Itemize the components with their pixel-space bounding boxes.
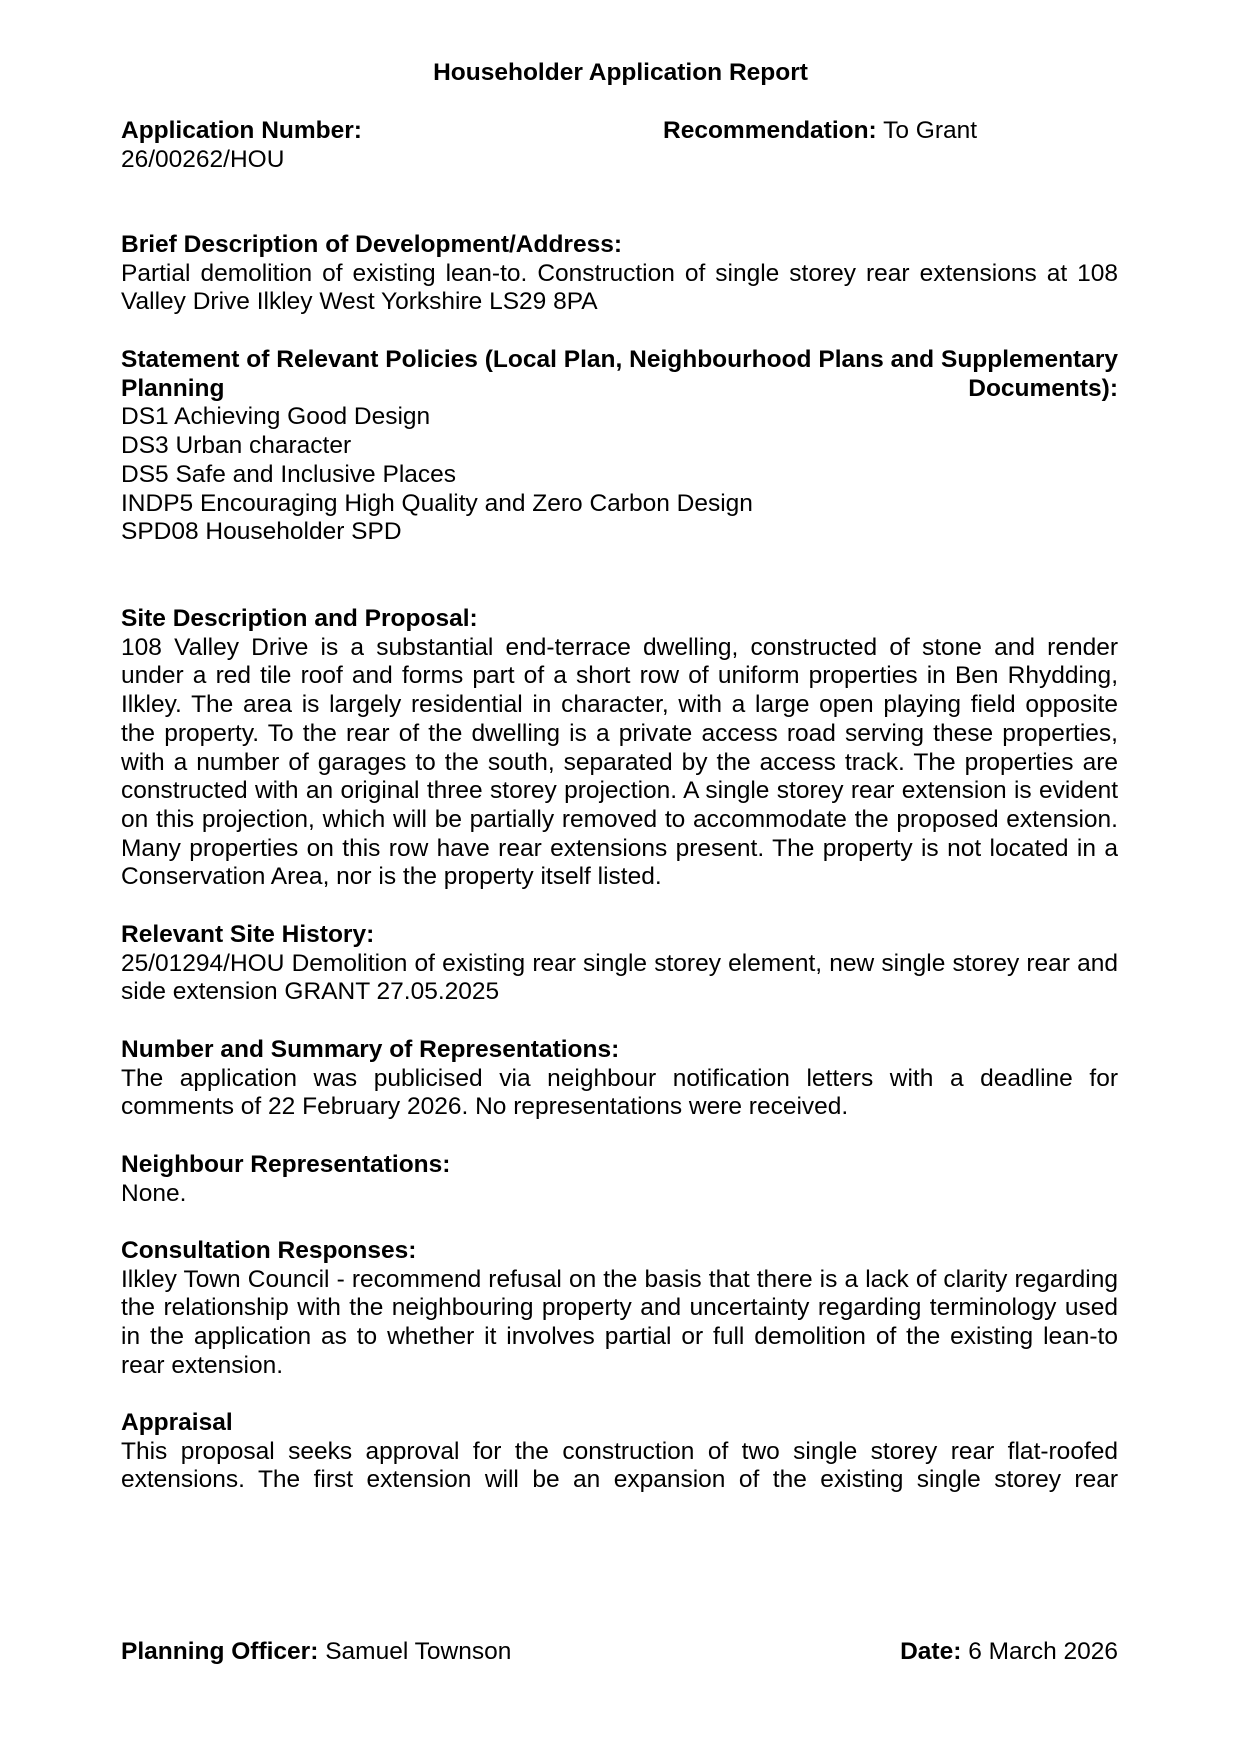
application-number-label: Application Number: (121, 117, 362, 144)
section-text: 108 Valley Drive is a substantial end-terrace dwelling, constructed of stone and render under a red tile roof and forms part of a short row of uniform properties in Ben Rhydding, Ilkley. The area is largely residential in character, with a large open playing field opposite the property. To the rear of the dwelling is a private access road serving these properties, with a number of garages to the south, separated by the access track. The properties are constructed with an original three storey projection. A single storey rear extension is evident on this projection, which will be partially removed to accommodate the proposed extension. Many properties on this row have rear extensions present. The property is not located in a Conservation Area, nor is the property itself listed. (121, 633, 1118, 891)
section-site-description (121, 605, 1118, 892)
officer-label: Planning Officer: (121, 1638, 319, 1665)
section-heading: Relevant Site History: (121, 921, 375, 948)
footer (121, 1638, 1118, 1667)
recommendation-label: Recommendation: (663, 117, 877, 144)
policy-item: DS1 Achieving Good Design (121, 403, 431, 431)
policy-item: DS5 Safe and Inclusive Places (121, 460, 457, 488)
section-text: 25/01294/HOU Demolition of existing rear single storey element, new single storey rear and side extension GRANT 27.05.2025 (121, 949, 1118, 1006)
policy-item: SPD08 Householder SPD (121, 518, 402, 546)
section-brief-description (121, 231, 1118, 317)
date-label: Date: (900, 1638, 962, 1665)
section-policies (121, 346, 1118, 547)
section-heading: Number and Summary of Representations: (121, 1036, 620, 1063)
section-heading: Brief Description of Development/Address: (121, 231, 622, 258)
section-site-history (121, 921, 1118, 1007)
section-consultation (121, 1237, 1118, 1381)
section-heading: Neighbour Representations: (121, 1151, 451, 1178)
section-heading: Statement of Relevant Policies (Local Plan, Neighbourhood Plans and Supplementary Planning Documents): (121, 346, 1118, 402)
section-text: This proposal seeks approval for the construction of two single storey rear flat-roofed extensions. The first extension will be an expansion of the existing single storey rear (121, 1437, 1118, 1494)
officer-name: Samuel Townson (325, 1638, 512, 1665)
section-heading: Site Description and Proposal: (121, 605, 478, 632)
section-heading: Consultation Responses: (121, 1237, 417, 1264)
application-number-value: 26/00262/HOU (121, 145, 285, 173)
section-representations (121, 1036, 1118, 1122)
report-date (900, 1638, 1118, 1667)
report-title: Householder Application Report (433, 59, 808, 86)
recommendation (663, 117, 977, 146)
policy-item: DS3 Urban character (121, 432, 352, 460)
section-text: None. (121, 1179, 187, 1207)
section-text: Ilkley Town Council - recommend refusal on the basis that there is a lack of clarity regarding the relationship with the neighbouring property and uncertainty regarding terminology used in the application as to whether it involves partial or full demolition of the existing lean-to rear extension. (121, 1265, 1118, 1379)
section-heading: Appraisal (121, 1409, 233, 1436)
section-appraisal (121, 1409, 1118, 1495)
planning-officer (121, 1638, 511, 1667)
section-text: Partial demolition of existing lean-to. Construction of single storey rear extensions at 108 Valley Drive Ilkley West Yorkshire LS29 8PA (121, 259, 1118, 316)
policy-item: INDP5 Encouraging High Quality and Zero Carbon Design (121, 489, 753, 517)
section-neighbour-representations (121, 1151, 1118, 1208)
section-text: The application was publicised via neighbour notification letters with a deadline for comments of 22 February 2026. No representations were received. (121, 1064, 1118, 1121)
date-value: 6 March 2026 (968, 1638, 1118, 1665)
recommendation-value: To Grant (883, 117, 978, 144)
